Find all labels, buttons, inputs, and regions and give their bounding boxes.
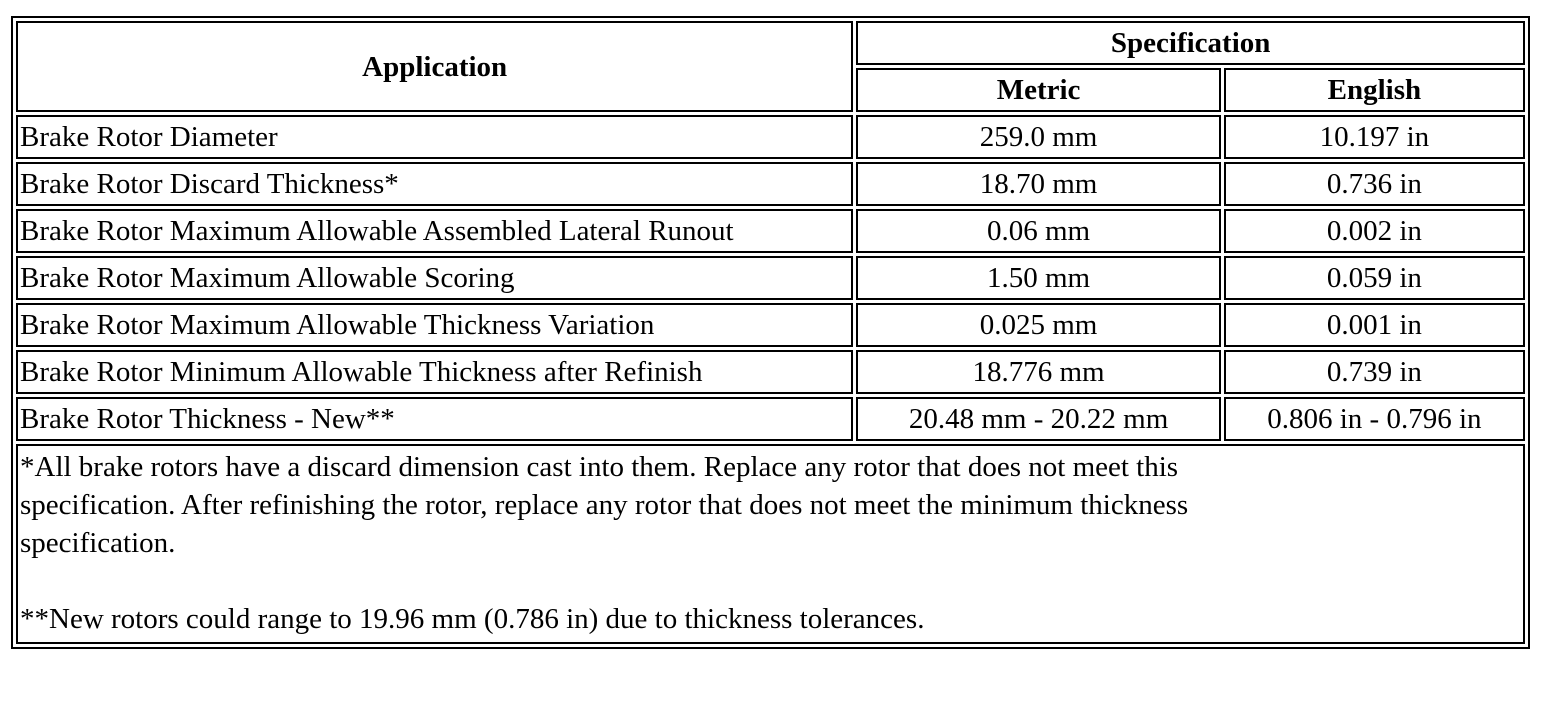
notes-cell	[16, 444, 1525, 644]
table-row	[16, 162, 1525, 206]
application-cell: Brake Rotor Thickness - New**	[16, 397, 853, 441]
english-header: English	[1224, 68, 1525, 112]
note-spacer	[20, 562, 1521, 600]
application-cell: Brake Rotor Minimum Allowable Thickness after Refinish	[16, 350, 853, 394]
english-cell: 0.002 in	[1224, 209, 1525, 253]
table-row	[16, 115, 1525, 159]
english-cell: 0.736 in	[1224, 162, 1525, 206]
discard-note-line-2: specification. After refinishing the rotor, replace any rotor that does not meet the minimum thickness	[20, 489, 1189, 521]
metric-cell: 0.025 mm	[856, 303, 1220, 347]
metric-cell: 20.48 mm - 20.22 mm	[856, 397, 1220, 441]
english-cell: 0.806 in - 0.796 in	[1224, 397, 1525, 441]
table-row	[16, 303, 1525, 347]
table-row	[16, 397, 1525, 441]
english-cell: 0.739 in	[1224, 350, 1525, 394]
english-cell: 10.197 in	[1224, 115, 1525, 159]
new-rotor-tolerance-note: **New rotors could range to 19.96 mm (0.786 in) due to thickness tolerances.	[20, 603, 925, 635]
application-cell: Brake Rotor Maximum Allowable Thickness Variation	[16, 303, 853, 347]
discard-note-line-3: specification.	[20, 527, 176, 559]
metric-cell: 18.776 mm	[856, 350, 1220, 394]
application-cell: Brake Rotor Maximum Allowable Assembled Lateral Runout	[16, 209, 853, 253]
application-header: Application	[16, 21, 853, 112]
table-row	[16, 209, 1525, 253]
application-cell: Brake Rotor Discard Thickness*	[16, 162, 853, 206]
notes-row	[16, 444, 1525, 644]
specification-header: Specification	[856, 21, 1525, 65]
metric-cell: 259.0 mm	[856, 115, 1220, 159]
discard-note-line-1: *All brake rotors have a discard dimension cast into them. Replace any rotor that does not meet this	[20, 451, 1179, 483]
metric-cell: 1.50 mm	[856, 256, 1220, 300]
metric-cell: 18.70 mm	[856, 162, 1220, 206]
metric-header: Metric	[856, 68, 1220, 112]
english-cell: 0.001 in	[1224, 303, 1525, 347]
application-cell: Brake Rotor Maximum Allowable Scoring	[16, 256, 853, 300]
header-row-1	[16, 21, 1525, 65]
brake-rotor-spec-table	[11, 16, 1530, 649]
table-row	[16, 256, 1525, 300]
application-cell: Brake Rotor Diameter	[16, 115, 853, 159]
metric-cell: 0.06 mm	[856, 209, 1220, 253]
english-cell: 0.059 in	[1224, 256, 1525, 300]
table-row	[16, 350, 1525, 394]
